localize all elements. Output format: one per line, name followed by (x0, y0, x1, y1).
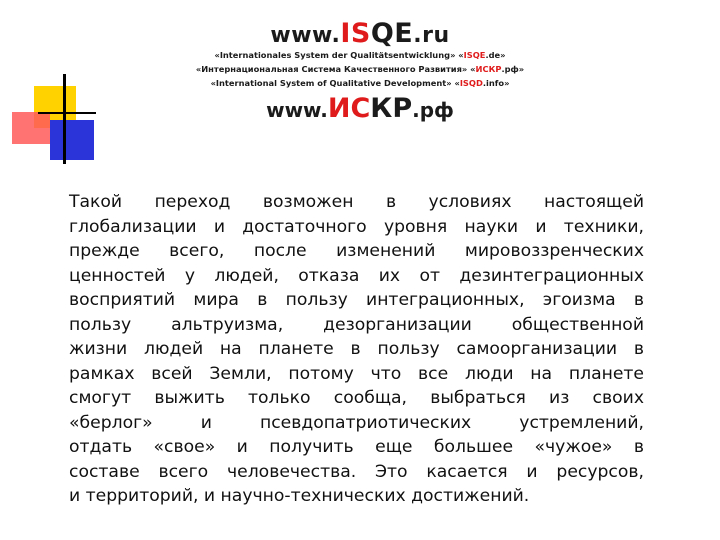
decor-vertical-line (63, 74, 66, 164)
paragraph-line: прежде всего, после изменений мировоззренческих (69, 241, 644, 261)
paragraph-line: рамках всей Земли, потому что все люди на планете (69, 363, 644, 384)
paragraph-line: жизни людей на планете в пользу самоорганизации в (69, 339, 644, 359)
logo-isqe: www.ISQE.ru (270, 18, 450, 49)
paragraph-line: Такой переход возможен в условиях настоящей (69, 192, 644, 212)
paragraph-line: отдать «свое» и получить еще большее «чужое» в (69, 437, 644, 457)
paragraph-line: ценностей у людей, отказа их от дезинтеграционных (69, 265, 644, 286)
logo-iskr: www.ИСКР.рф (266, 93, 454, 124)
main-paragraph (69, 190, 644, 509)
paragraph-line: глобализации и достаточного уровня науки и техники, (69, 216, 644, 237)
decor-red-square (12, 112, 50, 144)
paragraph-line: «берлог» и псевдопатриотических устремлений, (69, 412, 644, 433)
paragraph-line: пользу альтруизма, дезорганизации общественной (69, 314, 644, 335)
paragraph-line: и территорий, и научно-технических достижений. (69, 486, 530, 506)
tagline-german: «Internationales System der Qualitätsentwicklung» «ISQE.de» (214, 50, 506, 60)
tagline-russian: «Интернациональная Система Качественного Развития» «ИСКР.рф» (195, 64, 525, 74)
paragraph-line: составе всего человечества. Это касается и ресурсов, (69, 461, 644, 482)
decor-blue-square (50, 120, 94, 160)
decor-horizontal-line (38, 112, 96, 114)
site-header (150, 20, 570, 126)
paragraph-line: восприятий мира в пользу интеграционных, эгоизма в (69, 290, 644, 310)
tagline-english: «International System of Qualitative Development» «ISQD.info» (210, 78, 510, 88)
paragraph-line: смогут выжить только сообща, выбраться из своих (69, 388, 644, 408)
